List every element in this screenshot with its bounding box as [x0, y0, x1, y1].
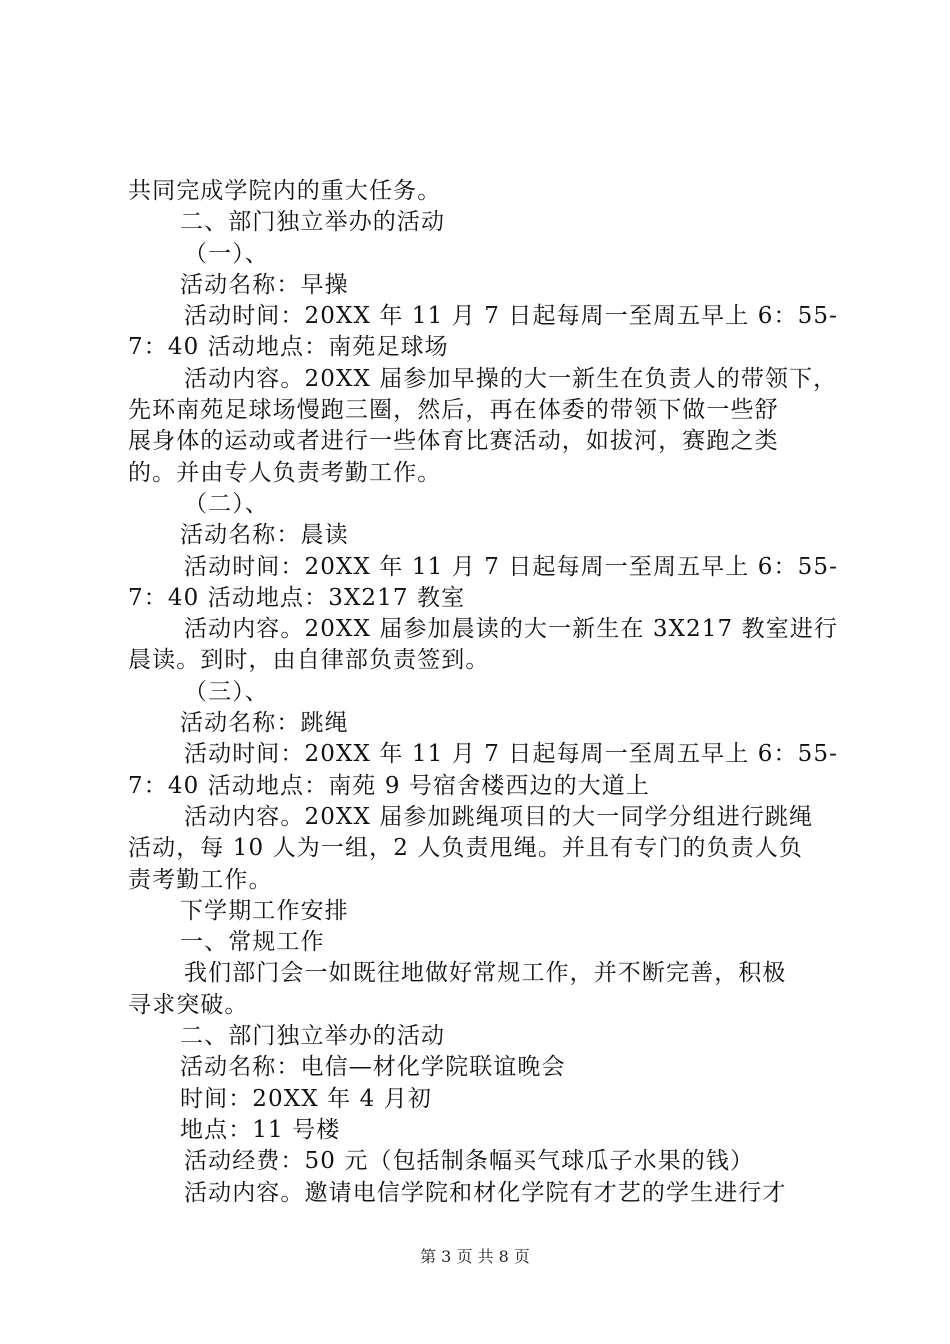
section-heading: 二、部门独立举办的活动 [180, 1023, 446, 1050]
text-line: 共同完成学院内的重大任务。 [128, 178, 442, 204]
item-number: （三）、 [184, 678, 269, 705]
text-line: 活动，每 10 人为一组，2 人负责甩绳。并且有专门的负责人负 [128, 835, 803, 862]
text-line: 责考勤工作。 [128, 866, 273, 893]
text-line: 活动时间：20XX 年 11 月 7 日起每周一至周五早上 6：55- [184, 741, 838, 768]
text-line: 活动时间：20XX 年 11 月 7 日起每周一至周五早上 6：55- [184, 553, 838, 580]
text-line: 活动内容。邀请电信学院和材化学院有才艺的学生进行才 [184, 1179, 787, 1206]
section-heading: 下学期工作安排 [180, 897, 349, 924]
text-line: 活动名称：跳绳 [180, 710, 349, 737]
text-line: 活动名称：晨读 [180, 522, 349, 549]
text-line: 展身体的运动或者进行一些体育比赛活动，如拔河，赛跑之类 [128, 428, 779, 455]
text-line: 的。并由专人负责考勤工作。 [128, 459, 442, 486]
text-line: 活动名称：电信—材化学院联谊晚会 [180, 1054, 566, 1081]
text-line: 活动内容。20XX 届参加早操的大一新生在负责人的带领下， [184, 365, 838, 392]
page-footer: 第 3 页 共 8 页 [420, 1247, 530, 1266]
text-line: 活动内容。20XX 届参加晨读的大一新生在 3X217 教室进行 [184, 616, 839, 643]
text-line: 地点：11 号楼 [180, 1116, 341, 1143]
text-line: 我们部门会一如既往地做好常规工作，并不断完善，积极 [184, 960, 787, 987]
section-heading: 一、常规工作 [180, 929, 325, 956]
text-line: 活动时间：20XX 年 11 月 7 日起每周一至周五早上 6：55- [184, 303, 838, 330]
text-line: 先环南苑足球场慢跑三圈，然后，再在体委的带领下做一些舒 [128, 397, 779, 424]
text-line: 活动内容。20XX 届参加跳绳项目的大一同学分组进行跳绳 [184, 803, 814, 830]
text-line: 时间：20XX 年 4 月初 [180, 1085, 432, 1112]
section-heading: 二、部门独立举办的活动 [180, 209, 446, 236]
text-line: 寻求突破。 [128, 991, 249, 1018]
body-text [128, 176, 839, 1209]
item-number: （一）、 [184, 240, 269, 267]
text-line: 晨读。到时，由自律部负责签到。 [128, 647, 490, 674]
text-line: 7：40 活动地点：3X217 教室 [128, 584, 466, 611]
text-line: 活动经费：50 元（包括制条幅买气球瓜子水果的钱） [184, 1148, 755, 1175]
text-line: 7：40 活动地点：南苑 9 号宿舍楼西边的大道上 [128, 772, 650, 799]
text-line: 活动名称：早操 [180, 271, 349, 298]
item-number: （二）、 [184, 490, 269, 517]
text-line: 7：40 活动地点：南苑足球场 [128, 334, 449, 361]
